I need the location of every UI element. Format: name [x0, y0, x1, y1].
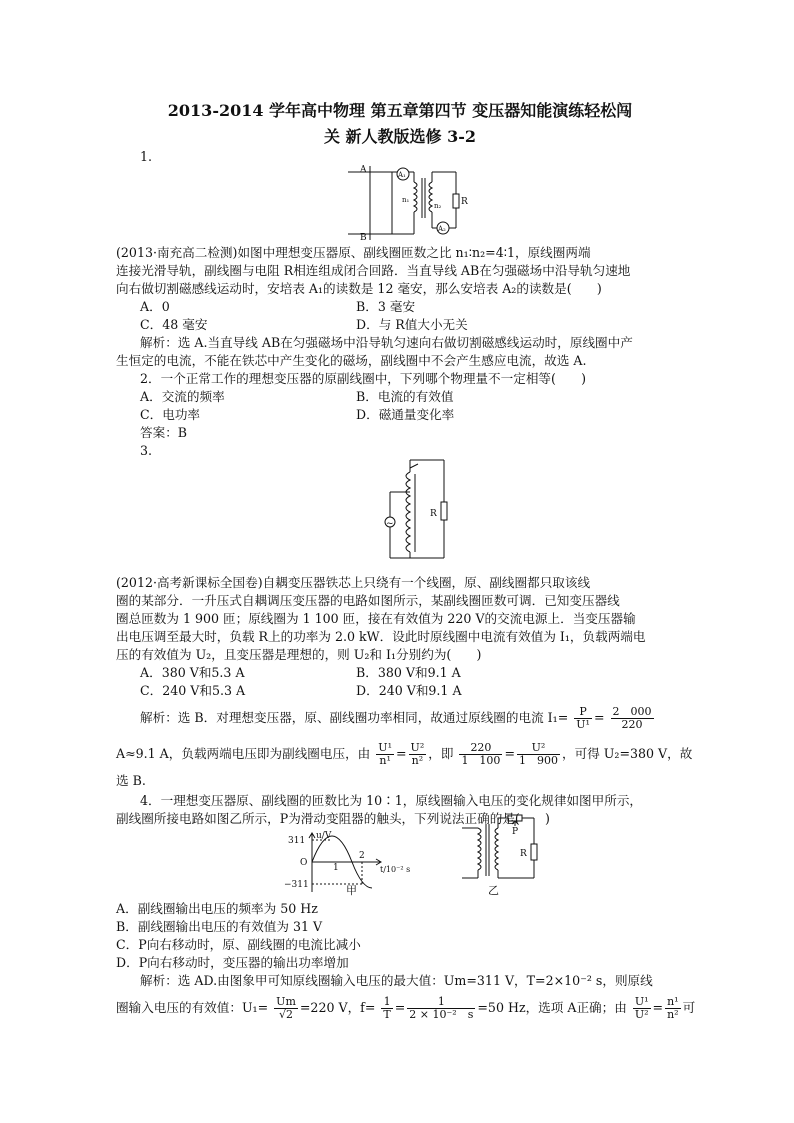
q3-fraction: $\frac{\text{U²}}{\text{n²}}$	[410, 741, 425, 767]
q1-label-a1: A₁	[398, 171, 406, 179]
q1-transformer-figure	[348, 164, 468, 242]
q3-option: D．240 V和9.1 A	[356, 683, 462, 698]
q3-number: 3.	[140, 443, 153, 458]
q4-graph-ytick-top: 311	[288, 836, 306, 846]
q1-option: C．48 毫安	[140, 317, 208, 332]
q4-graph-ylabel: u/V	[316, 831, 332, 841]
q3-option: B．380 V和9.1 A	[356, 665, 461, 680]
q4-fraction: $\frac{\text{U¹}}{\text{U²}}$	[634, 995, 649, 1021]
q3-option: A．380 V和5.3 A	[140, 665, 245, 680]
q4-circuit-label-P: P	[512, 827, 519, 837]
q4-analysis-line2: 圈输入电压的有效值：U₁= $\frac{Um}{√2}$ =220 V，f= $\frac{1}{T}$ = $\frac{1}{\text{2 × 10⁻² s}}$ =50 Hz，选项 A正确；由 $\frac{\text{U¹}}{\text{U²}}$ = $\frac{\text{n¹}}{\text{n²}}$ 可	[116, 995, 696, 1021]
document-title-line2: 关 新人教版选修 3-2	[323, 127, 477, 146]
q4-graph-ytick-zero: O	[300, 858, 308, 868]
q3-autotransformer-figure	[360, 458, 460, 562]
q1-label-R: R	[461, 197, 468, 207]
q2-option: B．电流的有效值	[356, 389, 454, 404]
q2-answer: 答案：B	[140, 425, 188, 440]
q2-option: C．电功率	[140, 407, 201, 422]
q3-fraction: $\frac{220}{1 100}$	[461, 741, 501, 767]
q4-analysis-text: 圈输入电压的有效值：U₁=	[116, 1000, 269, 1015]
q1-label-a2: A₂	[438, 225, 446, 233]
q1-text-line: (2013·南充高二检测)如图中理想变压器原、副线圈匝数之比 n₁∶n₂=4∶1，原线圈两端	[116, 245, 591, 260]
q1-number: 1.	[140, 149, 153, 164]
q3-option: C．240 V和5.3 A	[140, 683, 246, 698]
q1-text-line: 连接光滑导轨，副线圈与电阻 R相连组成闭合回路．当直导线 AB在匀强磁场中沿导轨匀速地	[116, 263, 631, 278]
q4-graph-xlabel: t/10⁻² s	[380, 865, 411, 874]
q4-stem: 副线圈所接电路如图乙所示，P为滑动变阻器的触头，下列说法正确的是( )	[116, 811, 550, 826]
q4-circuit-figure	[458, 812, 544, 884]
q3-analysis-line2: A≈9.1 A，负载两端电压即为副线圈电压，由 $\frac{\text{U¹}}{\text{n¹}}$ = $\frac{\text{U²}}{\text{n²}}$ ，即 $\frac{220}{1 100}$ = $\frac{\text{U²}}{1 900}$ ，可得 U₂=380 V，故	[116, 741, 693, 767]
q1-label-n2: n₂	[434, 202, 442, 210]
q4-option: C．P向右移动时，原、副线圈的电流比减小	[116, 937, 361, 952]
q4-option: D．P向右移动时，变压器的输出功率增加	[116, 955, 349, 970]
q3-analysis-line1: 解析：选 B．对理想变压器，原、副线圈功率相同，故通过原线圈的电流 I₁= $\frac{P}{\text{U¹}}$ = $\frac{2 000}{220}$	[140, 705, 652, 731]
q3-fraction: $\frac{\text{U²}}{1 900}$	[519, 741, 558, 767]
q3-analysis-text: A≈9.1 A，负载两端电压即为副线圈电压，由	[116, 746, 371, 761]
q1-text-line: 向右做切割磁感线运动时，安培表 A₁的读数是 12 毫安，那么安培表 A₂的读数是( )	[116, 281, 602, 296]
q2-option: D．磁通量变化率	[356, 407, 455, 422]
q4-fraction: $\frac{Um}{√2}$	[276, 995, 296, 1021]
q4-graph-xtick1: 1	[333, 863, 339, 873]
q2-option: A．交流的频率	[140, 389, 225, 404]
q3-fraction: $\frac{P}{\text{U¹}}$	[576, 705, 590, 731]
q3-label-R: R	[430, 509, 437, 519]
q3-fraction: $\frac{2 000}{220}$	[612, 705, 652, 731]
q4-analysis-line1: 解析：选 AD.由图象甲可知原线圈输入电压的最大值：Um=311 V，T=2×10⁻² s，则原线	[140, 973, 653, 988]
q1-analysis: 解析：选 A.当直导线 AB在匀强磁场中沿导轨匀速向右做切割磁感线运动时，原线圈中产	[140, 335, 633, 350]
document-title-line1: 2013-2014 学年高中物理 第五章第四节 变压器知能演练轻松闯	[167, 101, 633, 120]
q3-fraction: $\frac{\text{U¹}}{\text{n¹}}$	[378, 741, 392, 767]
q1-analysis: 生恒定的电流，不能在铁芯中产生变化的磁场，副线圈中不会产生感应电流，故选 A.	[116, 353, 587, 368]
q4-fraction: $\frac{\text{n¹}}{\text{n²}}$	[667, 995, 679, 1021]
q4-option: A．副线圈输出电压的频率为 50 Hz	[116, 901, 318, 916]
q4-option: B．副线圈输出电压的有效值为 31 V	[116, 919, 323, 934]
q4-stem: 4．一理想变压器原、副线圈的匝数比为 10∶1，原线圈输入电压的变化规律如图甲所示，	[140, 793, 643, 808]
q3-text-line: 圈总匝数为 1 900 匝；原线圈为 1 100 匝，接在有效值为 220 V的交流电源上．当变压器输	[116, 611, 636, 626]
q3-analysis-text: 解析：选 B．对理想变压器，原、副线圈功率相同，故通过原线圈的电流 I₁=	[140, 710, 569, 725]
q3-text-line: (2012·高考新课标全国卷)自耦变压器铁芯上只绕有一个线圈，原、副线圈都只取该线	[116, 575, 591, 590]
q1-option: A．0	[140, 299, 170, 314]
q4-circuit-caption: 乙	[488, 884, 499, 897]
q4-fraction: $\frac{1}{\text{2 × 10⁻² s}}$	[409, 995, 474, 1021]
q1-label-n1: n₁	[402, 196, 410, 204]
q3-text-line: 圈的某部分．一升压式自耦调压变压器的电路如图所示，某副线圈匝数可调．已知变压器线	[116, 593, 620, 608]
q1-label-B: B	[360, 233, 367, 242]
q3-analysis-line3: 选 B.	[116, 773, 146, 788]
q3-text-line: 压的有效值为 U₂，且变压器是理想的，则 U₂和 I₁分别约为( )	[116, 647, 482, 662]
q4-graph-ytick-bottom: −311	[284, 880, 309, 890]
q4-graph-xtick2: 2	[359, 851, 365, 861]
q3-text-line: 出电压调至最大时，负载 R上的功率为 2.0 kW．设此时原线圈中电流有效值为 I₁，负载两端电	[116, 629, 646, 644]
q4-fraction: $\frac{1}{T}$	[383, 995, 391, 1021]
q1-option: D．与 R值大小无关	[356, 317, 468, 332]
q2-stem: 2．一个正常工作的理想变压器的原副线圈中，下列哪个物理量不一定相等( )	[140, 371, 587, 386]
q1-label-A: A	[360, 165, 367, 175]
q4-graph-caption: 甲	[346, 884, 357, 897]
q4-circuit-label-R: R	[520, 849, 527, 859]
q1-option: B．3 毫安	[356, 299, 416, 314]
q3-source-label: ~	[386, 519, 394, 529]
